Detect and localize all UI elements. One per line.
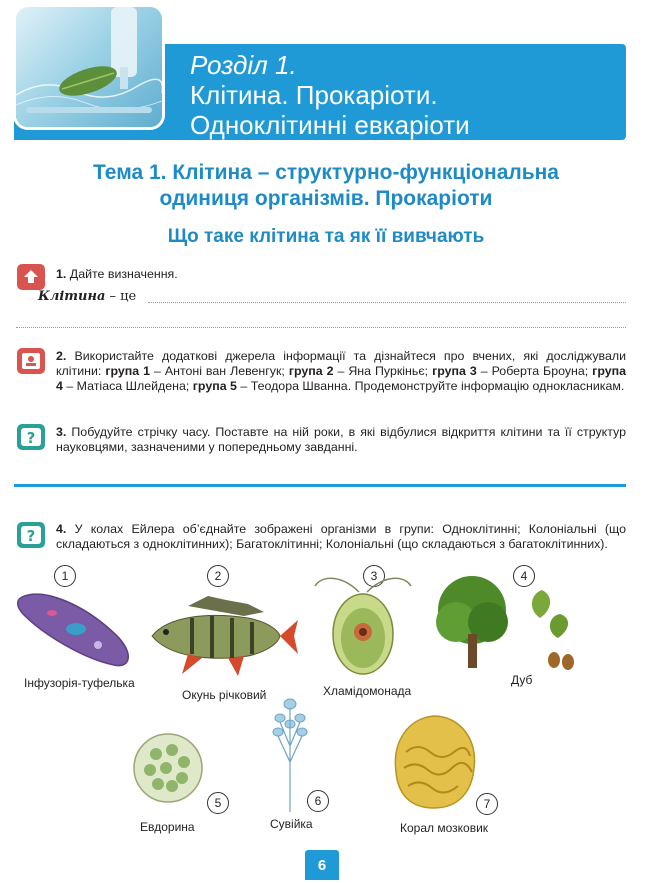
oak-illustration [430,570,580,676]
header-photo [16,7,162,127]
answer-line-1[interactable] [148,302,626,303]
question-icon [16,423,46,451]
organism-6-label: Сувійка [270,817,313,831]
page-number: 6 [305,850,339,880]
upload-icon [16,263,46,291]
task1-definition-line [38,289,136,304]
task2-number: 2. [56,349,67,363]
task1-number: 1. [56,267,67,281]
group-1-scientist: – Антоні ван Левенгук; [150,364,289,378]
organism-6-number: 6 [307,790,329,812]
organism-7-number: 7 [476,793,498,815]
group-2-label: група 2 [288,364,334,378]
chlamydomonas-illustration [313,566,413,678]
group-1-label: група 1 [105,364,151,378]
section-heading [190,50,470,140]
group-4-scientist: – Матіаса Шлейдена; [62,379,193,393]
organism-3-number: 3 [363,565,385,587]
topic-title [0,160,652,212]
group-3-scientist: – Роберта Броуна; [476,364,593,378]
research-icon [16,347,46,375]
task3-number: 3. [56,425,67,439]
section-divider [14,484,626,487]
microscope-leaf-illustration [16,7,162,127]
group-3-label: група 3 [432,364,477,378]
group-2-scientist: – Яна Пуркіньє; [333,364,433,378]
task2-text: Використайте додаткові джерела інформації та дізнайтеся про вчених, які досліджували клітини: [56,349,626,378]
section-label: Розділ 1. [190,50,297,80]
section-title-line1: Клітина. Прокаріоти. [190,80,438,110]
task4-prompt [56,522,626,552]
term-cell: Клітина [38,289,106,304]
perch-illustration [148,596,300,678]
organism-4-label: Дуб [511,673,533,687]
group-5-scientist: – Теодора Шванна. Продемонструйте інформацію однокласникам. [236,379,625,393]
topic-title-line2: одиниця організмів. Прокаріоти [159,187,493,210]
task1-text: Дайте визначення. [69,267,178,281]
organism-3-label: Хламідомонада [323,684,412,698]
task4-text: У колах Ейлера об’єднайте зображені організми в групи: Одноклітинні; Колоніальні (що складаються з одноклітинних); Багатоклітинні; Колоніальні (що складаються з багатоклітинних). [56,522,626,551]
section-title-line2: Одноклітинні евкаріоти [190,110,470,140]
organism-1-label: Інфузорія-туфелька [24,676,135,690]
task2-prompt [56,349,626,394]
organism-4-number: 4 [513,565,535,587]
term-dash: – це [109,289,137,304]
topic-title-line1: Тема 1. Клітина – структурно-функціональна [93,161,559,184]
task3-text: Побудуйте стрічку часу. Поставте на ній роки, в які відбулися відкриття клітини та її структур науковцями, зазначеними у попередньому завданні. [56,425,626,454]
svg-text:?: ? [26,527,36,545]
answer-line-2[interactable] [16,327,626,328]
organism-1-number: 1 [54,565,76,587]
vorticella-illustration [268,696,312,814]
organism-5-label: Евдорина [140,820,195,834]
subsection-title: Що таке клітина та як її вивчають [167,226,485,247]
organism-2-number: 2 [207,565,229,587]
group-4-label: група 4 [56,364,627,393]
svg-text:?: ? [26,429,36,447]
question-icon [16,521,46,549]
paramecium-illustration [14,585,142,675]
task4-number: 4. [56,522,67,536]
task3-prompt [56,425,626,455]
eudorina-illustration [128,730,208,806]
task1-prompt [56,267,616,282]
organism-7-label: Корал мозковик [400,821,489,835]
brain-coral-illustration [388,712,480,812]
organism-2-label: Окунь річковий [182,688,267,702]
group-5-label: група 5 [192,379,237,393]
organism-5-number: 5 [207,792,229,814]
